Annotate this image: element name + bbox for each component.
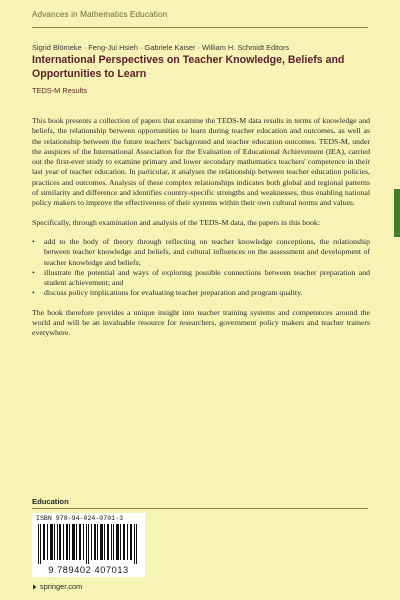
- bullet-item: • illustrate the potential and ways of exploring possible connections between teacher preparation and student achievement; and: [32, 268, 370, 289]
- blurb-paragraph-2: Specifically, through examination and analysis of the TEDS-M data, the papers in this book:: [32, 217, 320, 227]
- spine-color-tab: [394, 189, 400, 237]
- blurb-paragraph-3: The book therefore provides a unique insight into teacher training systems and competences around the world and will be an invaluable resource for researchers, government policy makers and teacher trainers everywhere.: [32, 307, 370, 338]
- isbn-text: ISBN 978-94-024-0701-3: [36, 515, 124, 522]
- editors-role: Editors: [264, 43, 290, 52]
- book-subtitle: TEDS-M Results: [32, 86, 88, 95]
- editor-names: Sigrid Blömeke · Feng-Jui Hsieh · Gabriele Kaiser · William H. Schmidt: [32, 43, 265, 52]
- bullet-item: • add to the body of theory through reflecting on teacher knowledge conceptions, the relationship between teacher knowledge and beliefs, and cultural influences on the assessment and development of teacher knowledge and beliefs;: [32, 237, 370, 268]
- editors-line: [32, 43, 372, 52]
- series-name: Advances in Mathematics Education: [32, 10, 168, 19]
- subject-category: Education: [32, 497, 69, 506]
- barcode-graphic: [36, 524, 141, 564]
- publisher-url: springer.com: [40, 582, 83, 591]
- chevron-right-icon: [32, 584, 39, 590]
- bullet-item: • discuss policy implications for evaluating teacher preparation and program quality.: [32, 288, 370, 298]
- barcode-block: [32, 513, 145, 577]
- bullet-list: [32, 237, 370, 299]
- barcode-number: 9 789402 407013: [48, 565, 129, 575]
- bottom-divider: [32, 508, 368, 509]
- blurb: [32, 116, 370, 348]
- book-title: International Perspectives on Teacher Knowledge, Beliefs and Opportunities to Learn: [32, 54, 345, 80]
- top-divider: [32, 27, 368, 28]
- publisher-link[interactable]: [32, 582, 82, 591]
- blurb-paragraph-1: This book presents a collection of papers that examine the TEDS-M data results in terms of knowledge and beliefs, the relationship between opportunities to learn during teacher education and outcomes, as well as the relationship between the future teachers' background and teacher education outcomes. TEDS-M, under the auspices of the International Association for the Evaluation of Educational Achievement (IEA), carried out the first-ever study to examine primary and lower secondary mathematics teachers' competence in their last year of teacher education. In particular, it analyses the relationship between teacher education policies, practices and outcomes. Analysis of these complex relationships indicates both global and regional patterns of similarity and difference and identifies country-specific strengths and weaknesses, thus enabling national policy makers to improve the effectiveness of their systems within their own cultural norms and values.: [32, 116, 370, 208]
